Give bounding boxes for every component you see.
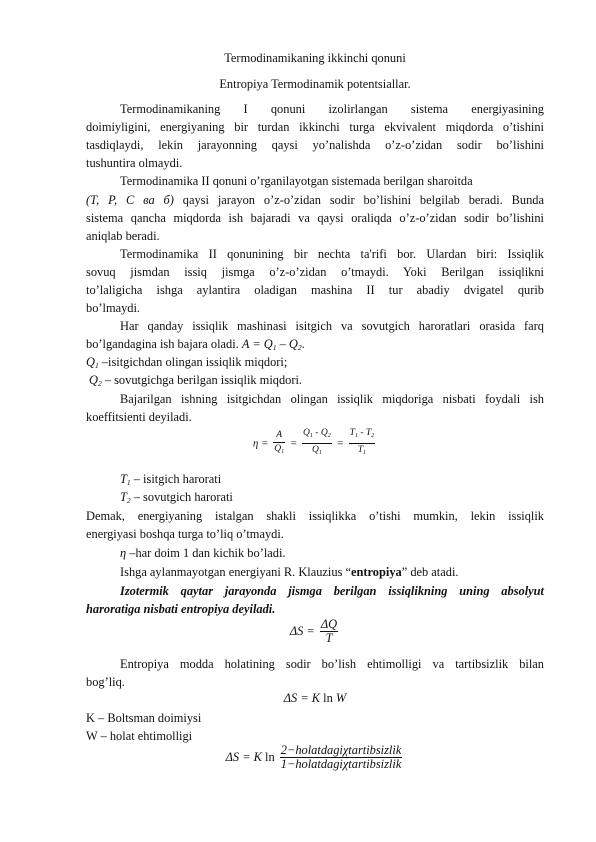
work-formula: $A = Q_1 - Q_2$ [241,337,302,352]
p4-line-1: Har qanday issiqlik mashinasi isitgich va sovutgich haroratlari orasida farq [120,319,544,333]
p1-line-4: tushuntira olmaydi. [86,156,183,170]
p3-line-1: Termodinamika II qonunining bir nechta ta'rifi bor. Ulardan biri: Issiqlik [120,247,544,261]
p1-line-3: tasdiqlaydi, lekin jarayonning qaysi yo’nalishda o’z-o’zidan sodir bo’lishini [86,138,544,152]
boltzmann-formula: ΔS = K ln W [283,691,347,705]
p6-line-1: Demak, energiyaning istalgan shakli issiqlikka o’tishi mumkin, lekin issiqlik [86,509,544,523]
entropy-term: entropiya [351,565,402,579]
entropy-formula: ΔS = $\frac{\Delta Q}{T}$ [289,617,338,645]
p5-line-2: koeffitsienti deyiladi. [86,410,192,424]
p8-line-1: Izotermik qaytar jarayonda jismga berilgan issiqlikning uning absolyut [120,584,544,598]
p2-line-4: aniqlab beradi. [86,229,160,243]
clausius-line: Ishga aylanmayotgan energiyani R. Klauzius “entropiya” deb atadi. [120,565,459,579]
efficiency-formula: η = $\frac{A}{Q_1}$ = $\frac{Q_1 - Q_2}{Q_1}$ = $\frac{T_1 - T_2}{T_1}$ [252,428,375,456]
p2-line-3: sistema qancha miqdorda ish bajaradi va qaysi oraliqda o’z-o’zidan sodir bo’lishini [86,211,544,225]
p4-line-2: bo’lgandagina ish bajara oladi. $A = Q_1 - Q_2$. [86,337,305,352]
title-2: Entropiya Termodinamik potentsiallar. [219,77,411,91]
k-definition: K – Boltsman doimiysi [86,711,202,725]
p9-line-1: Entropiya modda holatining sodir bo’lish ehtimolligi va tartibsizlik bilan [120,657,544,671]
p2-conditions: (T, P, C ва б) [86,193,174,207]
p3-line-2: sovuq jismdan issiq jismga o’z-o’zidan o’tmaydi. Yoki Berilgan issiqlikni [86,265,544,279]
t2-definition: $T_2$ – sovutgich harorati [120,490,233,505]
p5-line-1: Bajarilgan ishning isitgichdan olingan issiqlik miqdoriga nisbati foydali ish [120,392,544,406]
p6-line-2: energiyasi boshqa turga to’liq o’tmaydi. [86,527,284,541]
p2-line-2: (T, P, C ва б) qaysi jarayon o’z-o’zidan sodir bo’lishini belgilab beradi. Bunda [86,193,544,207]
p3-line-4: bo’lmaydi. [86,301,141,315]
title-1: Termodinamikaning ikkinchi qonuni [224,51,406,65]
t1-definition: $T_1$ – isitgich harorati [120,472,222,487]
p3-line-3: to’laligicha ishga aylantira oladigan mashina II tur abadiy dvigatel qurib [86,283,544,297]
p1-line-1: Termodinamikaning I qonuni izolirlangan sistema energiyasining [120,102,544,116]
p1-line-2: doimiyligini, energiyaning bir turdan ikkinchi turga ekvivalent miqdorda o’tishini [86,120,544,134]
disorder-formula: ΔS = K ln $\frac{\text{2−holatdagiχtartibsizlik}}{\text{1−holatdagiχtartibsizlik}}$ [225,743,402,771]
q1-definition: $Q_1$ –isitgichdan olingan issiqlik miqdori; [86,355,288,370]
p8-line-2: haroratiga nisbati entropiya deyiladi. [86,602,276,616]
w-definition: W – holat ehtimolligi [86,729,193,743]
eta-definition: η –har doim 1 dan kichik bo’ladi. [120,546,286,560]
q2-definition: $Q_2$ – sovutgichga berilgan issiqlik miqdori. [89,373,303,388]
p2-line-1: Termodinamika II qonuni o’rganilayotgan sistemada berilgan sharoitda [120,174,473,188]
p9-line-2: bog’liq. [86,675,125,689]
